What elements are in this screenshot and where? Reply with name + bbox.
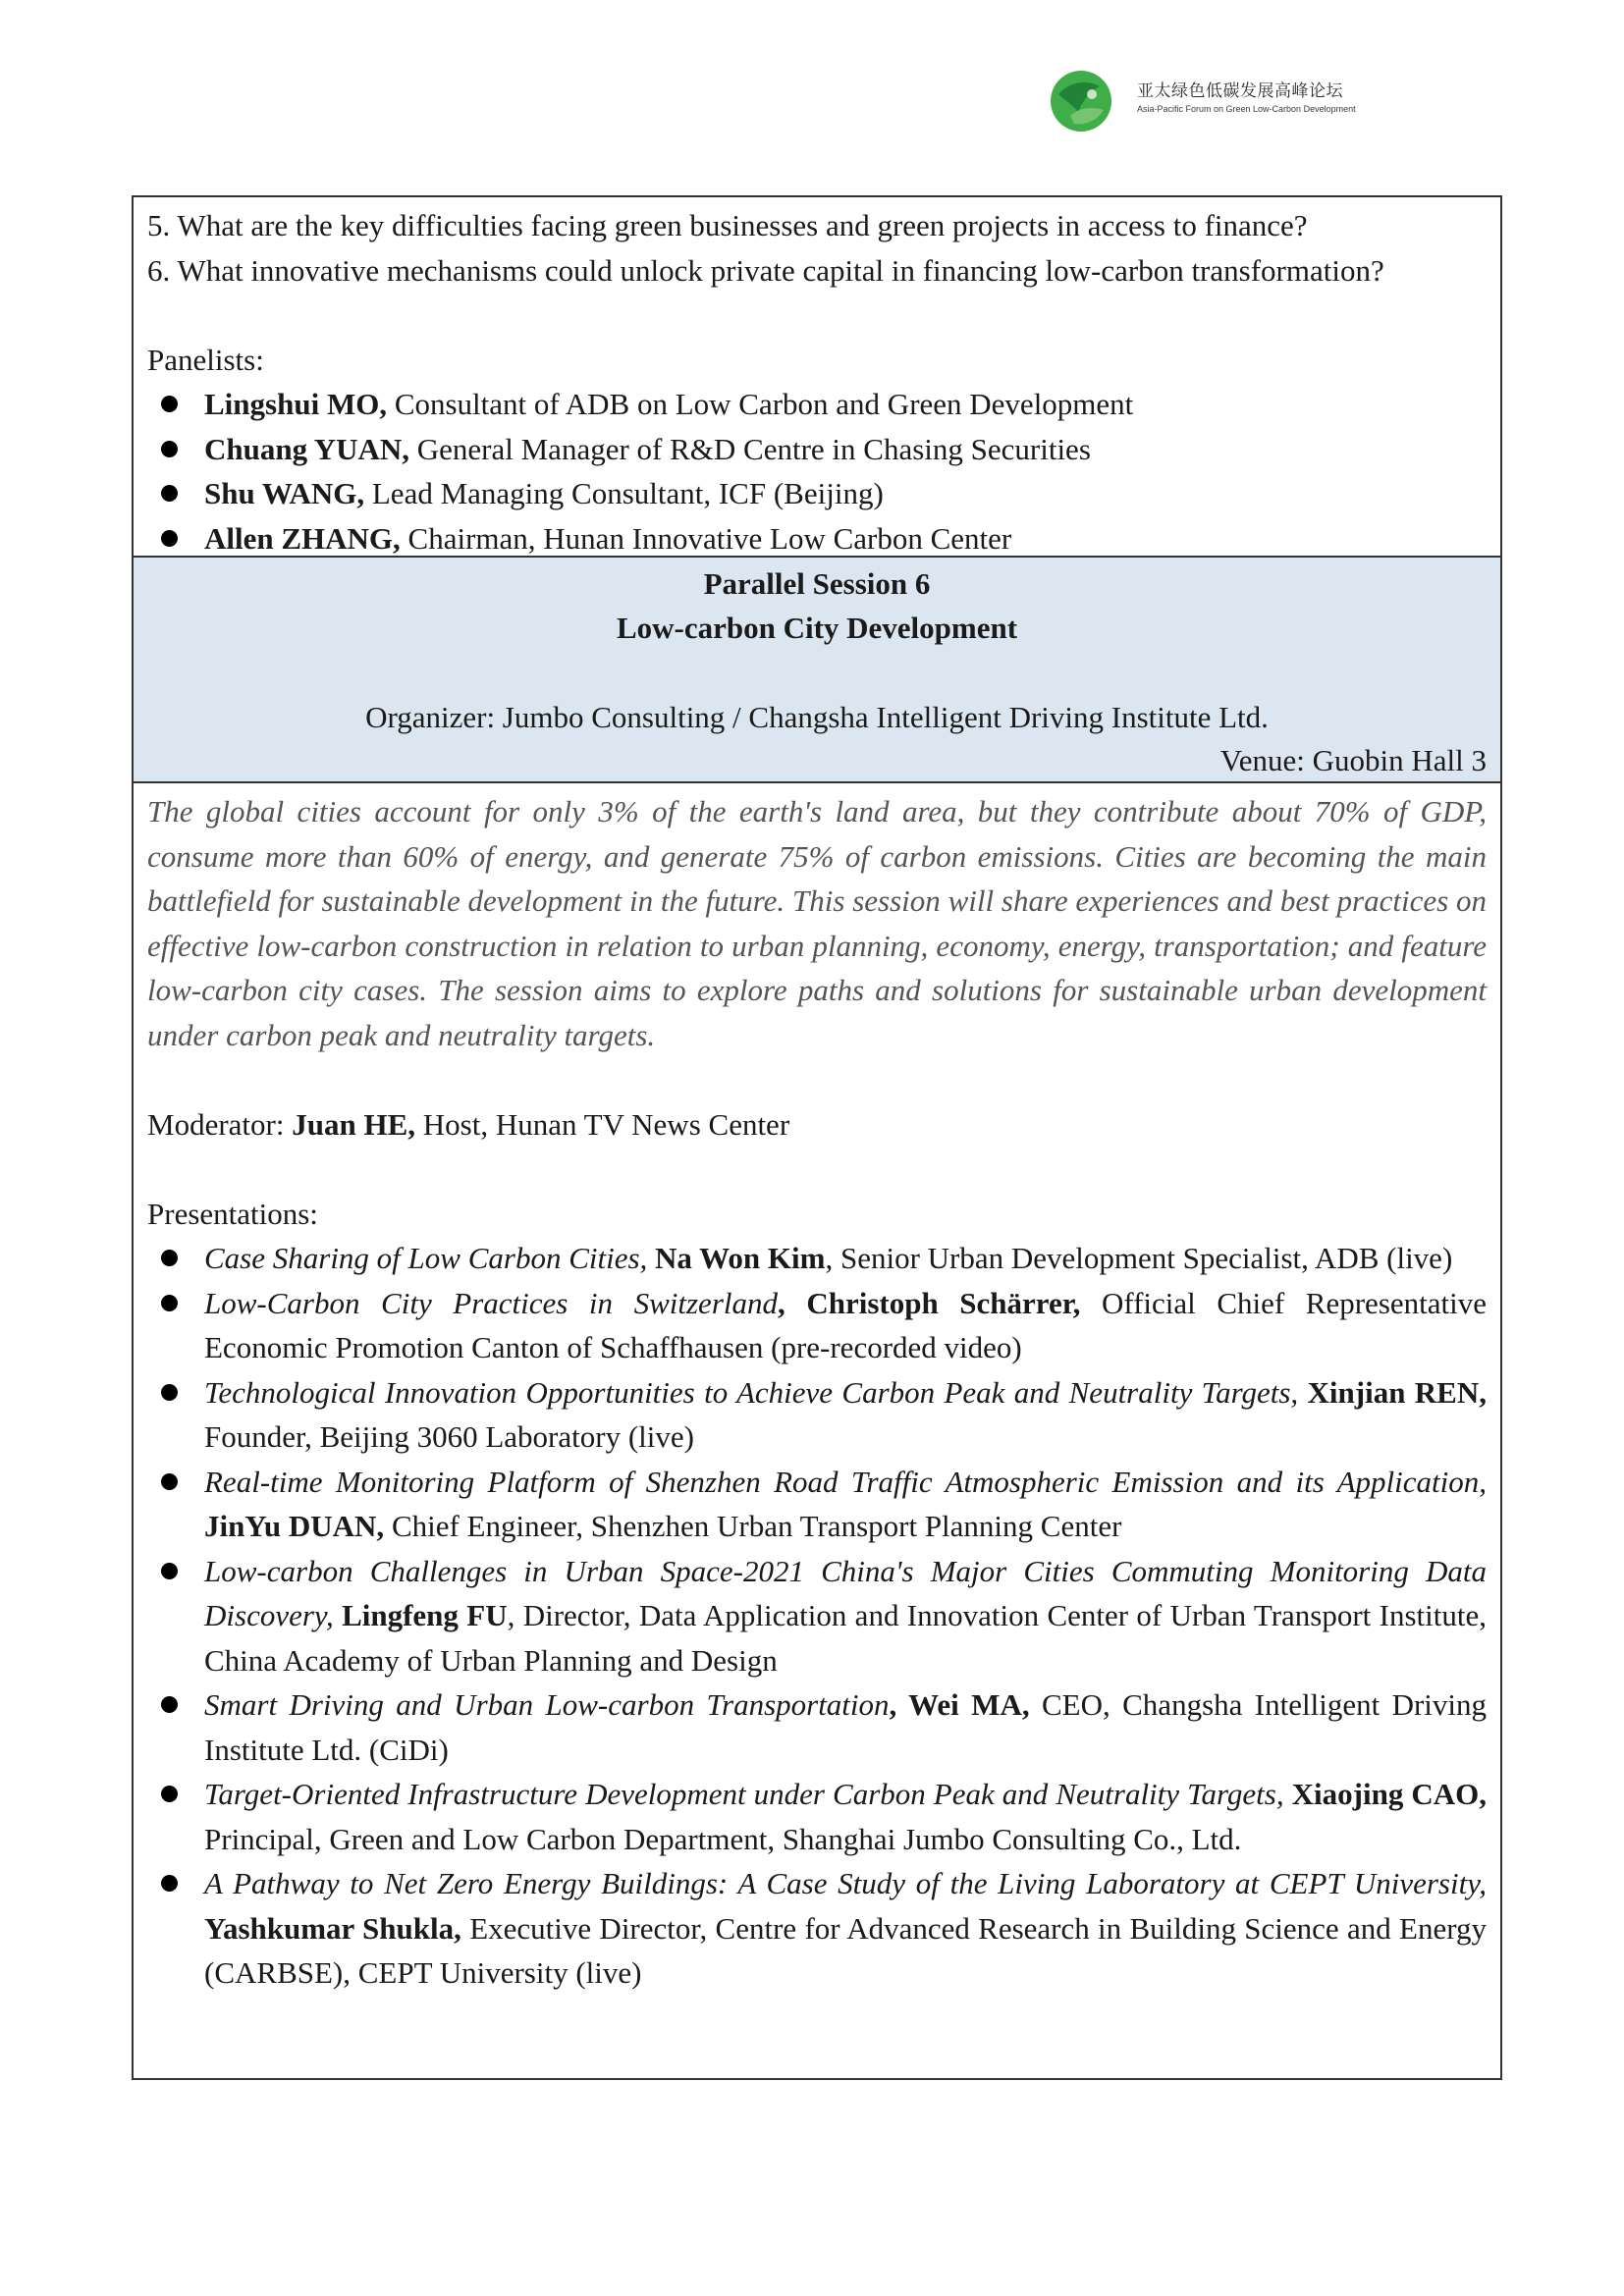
presenter-detail: Principal, Green and Low Carbon Department, Shanghai Jumbo Consulting Co., Ltd. <box>204 1821 1242 1856</box>
panelist-role: Consultant of ADB on Low Carbon and Green Development <box>387 387 1134 421</box>
presenter-detail: Executive Director, Centre for Advanced Research in Building Science and Energy (CARBSE), CEPT University (live) <box>204 1910 1487 1990</box>
bullet-icon <box>161 1473 178 1490</box>
presenter-detail: , Director, Data Application and Innovation Center of Urban Transport Institute, China Academy of Urban Planning and Design <box>204 1598 1487 1678</box>
forum-logo <box>1049 69 1382 133</box>
spacer <box>147 1057 1487 1102</box>
presentation-title: Low-carbon Challenges in Urban Space-2021 China's Major Cities Commuting Monitoring Data Discovery, <box>204 1553 1487 1632</box>
presentation-item <box>147 1281 1487 1370</box>
bullet-icon <box>161 1786 178 1802</box>
panelist-name: Lingshui MO, <box>204 387 388 421</box>
presenter-name: Lingfeng FU <box>333 1598 508 1632</box>
bullet-icon <box>161 530 178 547</box>
presentation-item <box>147 1549 1487 1683</box>
presentation-item <box>147 1370 1487 1460</box>
presentation-title: A Pathway to Net Zero Energy Buildings: A Case Study of the Living Laboratory at CEPT University, <box>204 1866 1487 1900</box>
bullet-icon <box>161 1696 178 1713</box>
panelist-name: Shu WANG, <box>204 476 365 510</box>
panelist-role: Lead Managing Consultant, ICF (Beijing) <box>364 476 884 510</box>
presenter-name: Xiaojing CAO, <box>1283 1777 1487 1811</box>
session-organizer: Organizer: Jumbo Consulting / Changsha Intelligent Driving Institute Ltd. <box>365 700 1269 734</box>
question-6: 6. What innovative mechanisms could unlock private capital in financing low-carbon transformation? <box>147 252 1384 288</box>
presenter-name: , Wei MA, <box>889 1687 1030 1722</box>
presentations-label: Presentations: <box>147 1196 318 1231</box>
logo-chinese-text: 亚太绿色低碳发展高峰论坛 <box>1137 81 1343 101</box>
panelist-item <box>147 427 1487 472</box>
globe-leaf-icon <box>1049 69 1113 133</box>
question-5: 5. What are the key difficulties facing green businesses and green projects in access to finance? <box>147 208 1308 242</box>
panelist-role: General Manager of R&D Centre in Chasing Securities <box>409 431 1091 466</box>
presentation-title: Real-time Monitoring Platform of Shenzhen Road Traffic Atmospheric Emission and its Application, <box>204 1464 1487 1499</box>
bullet-icon <box>161 1563 178 1579</box>
presentation-title: Low-Carbon City Practices in Switzerland <box>204 1285 778 1320</box>
panelist-item <box>147 516 1487 561</box>
logo-english-text: Asia-Pacific Forum on Green Low-Carbon Development <box>1137 104 1356 114</box>
bullet-icon <box>161 396 178 412</box>
moderator-name: Juan HE, <box>292 1106 415 1142</box>
panelist-role: Chairman, Hunan Innovative Low Carbon Center <box>400 520 1012 556</box>
presentation-title: Technological Innovation Opportunities to Achieve Carbon Peak and Neutrality Targets, <box>204 1374 1299 1410</box>
presenter-name: , Christoph Schärrer, <box>778 1285 1081 1320</box>
panelist-name: Allen ZHANG, <box>204 520 401 556</box>
previous-session-continuation <box>134 197 1500 558</box>
presenter-detail: , Senior Urban Development Specialist, ADB (live) <box>825 1241 1453 1275</box>
spacer <box>147 293 1487 338</box>
session-venue: Venue: Guobin Hall 3 <box>1219 743 1487 777</box>
presentation-item <box>147 1682 1487 1772</box>
presenter-name: Xinjian REN, <box>1298 1374 1487 1410</box>
spacer <box>147 1147 1487 1192</box>
bullet-icon <box>161 1250 178 1266</box>
presentation-title: Case Sharing of Low Carbon Cities, <box>204 1241 648 1275</box>
panelists-label: Panelists: <box>147 342 264 377</box>
panelist-item <box>147 471 1487 516</box>
presentation-title: Smart Driving and Urban Low-carbon Transportation <box>204 1687 890 1722</box>
presentation-item <box>147 1772 1487 1861</box>
presenter-detail: Official Chief Representative Economic Promotion Canton of Schaffhausen (pre-recorded video) <box>204 1285 1487 1364</box>
session-body <box>134 783 1500 2080</box>
bullet-icon <box>161 1875 178 1892</box>
bullet-icon <box>161 441 178 457</box>
moderator-role: Host, Hunan TV News Center <box>415 1106 790 1142</box>
session-number: Parallel Session 6 <box>703 566 931 601</box>
moderator-label: Moderator: <box>147 1106 293 1142</box>
presentation-item <box>147 1460 1487 1549</box>
presenter-detail: Chief Engineer, Shenzhen Urban Transport Planning Center <box>384 1509 1122 1543</box>
session-title: Low-carbon City Development <box>616 611 1018 645</box>
panelist-item <box>147 382 1487 427</box>
presentation-title: Target-Oriented Infrastructure Development under Carbon Peak and Neutrality Targets, <box>204 1777 1284 1811</box>
programme-table <box>132 195 1502 2080</box>
presenter-detail: Founder, Beijing 3060 Laboratory (live) <box>204 1419 694 1454</box>
bullet-icon <box>161 1384 178 1401</box>
session-abstract: The global cities account for only 3% of the earth's land area, but they contribute about 70% of GDP, consume more than 60% of energy, and generate 75% of carbon emissions. Cities are becoming the main battlefield for sustainable development in the future. This session will share experiences and best practices on effective low-carbon construction in relation to urban planning, economy, energy, transportation; and feature low-carbon city cases. The session aims to explore paths and solutions for sustainable urban development under carbon peak and neutrality targets. <box>147 794 1487 1052</box>
bullet-icon <box>161 1295 178 1311</box>
presenter-name: JinYu DUAN, <box>204 1509 385 1543</box>
presenter-name: Yashkumar Shukla, <box>204 1910 461 1946</box>
presenter-detail: CEO, Changsha Intelligent Driving Institute Ltd. (CiDi) <box>204 1687 1488 1767</box>
panelist-name: Chuang YUAN, <box>204 431 410 466</box>
session-header <box>134 558 1500 783</box>
presenter-name: Na Won Kim <box>647 1241 826 1275</box>
presentation-item <box>147 1861 1487 1996</box>
bullet-icon <box>161 485 178 502</box>
moderator-line <box>147 1102 1487 1148</box>
presentation-item <box>147 1236 1487 1281</box>
